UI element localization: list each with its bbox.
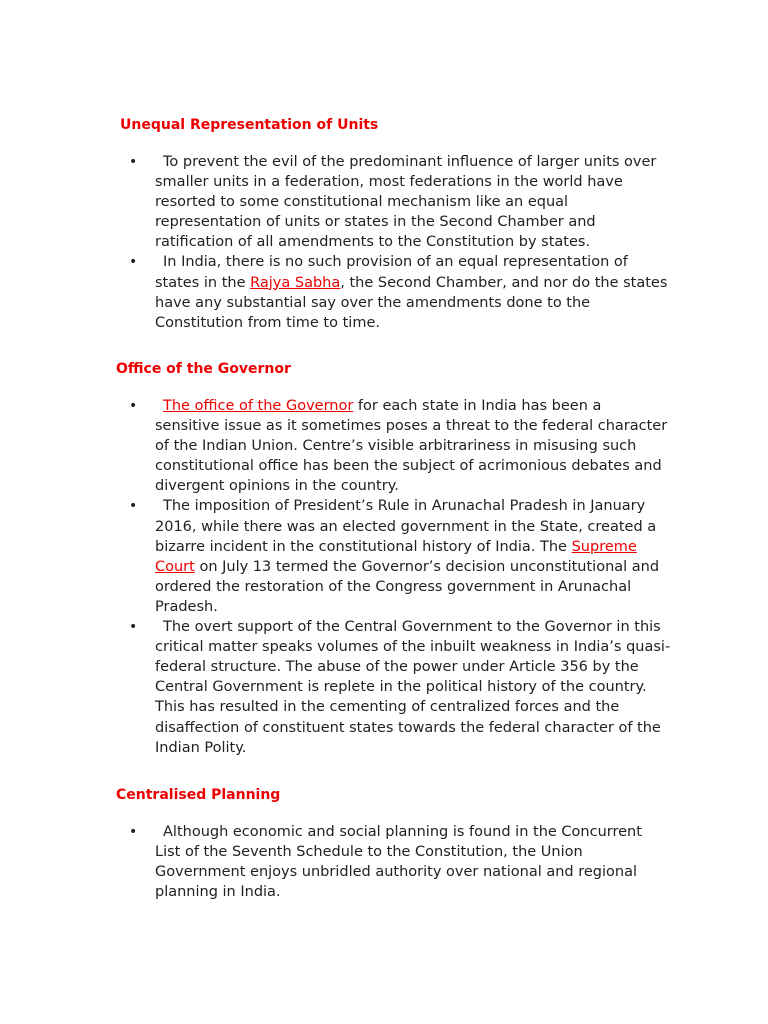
text-segment: , the Second Chamber, and nor do the states (340, 274, 668, 291)
text-line (0, 273, 667, 293)
link-rajya-sabha[interactable]: Rajya Sabha (250, 274, 341, 291)
text-line: constitutional office has been the subject of acrimonious debates and (155, 458, 662, 475)
text-segment: for each state in India has been a (353, 398, 602, 414)
text-line: Constitution from time to time. (155, 314, 380, 331)
text-line: have any substantial say over the amendments done to the (155, 294, 591, 311)
heading-unequal-representation: Unequal Representation of Units (120, 117, 379, 133)
list-centralised-planning (0, 822, 642, 902)
text-line: representation of units or states in the Second Chamber and (155, 214, 596, 231)
text-line: Indian Polity. (155, 739, 247, 756)
text-line: The imposition of President’s Rule in Arunachal Pradesh in January (163, 498, 646, 515)
text-line: of the Indian Union. Centre’s visible arbitrariness in misusing such (155, 438, 637, 455)
text-line: planning in India. (155, 884, 281, 901)
link-supreme-court-cont[interactable]: Court (155, 558, 195, 575)
link-office-governor[interactable]: The office of the Governor (163, 398, 354, 414)
text-line: sensitive issue as it sometimes poses a threat to the federal character (155, 418, 668, 435)
text-line: Pradesh. (155, 598, 218, 615)
list-item (0, 617, 670, 758)
bullet-dot-icon: • (129, 154, 138, 170)
text-line: To prevent the evil of the predominant influence of larger units over (163, 154, 657, 170)
list-item (0, 496, 670, 617)
text-line: Government enjoys unbridled authority over national and regional (155, 864, 637, 881)
text-line: The overt support of the Central Government to the Governor in this (163, 619, 661, 636)
text-line: smaller units in a federation, most federations in the world have (155, 174, 623, 191)
link-supreme-court[interactable]: Supreme (571, 538, 637, 555)
text-segment: on July 13 termed the Governor’s decision unconstitutional and (194, 558, 660, 575)
text-line: This has resulted in the cementing of centralized forces and the (155, 699, 620, 716)
bullet-dot-icon: • (129, 498, 138, 515)
list-item (0, 252, 667, 332)
text-line: ratification of all amendments to the Constitution by states. (155, 234, 591, 251)
heading-centralised-planning: Centralised Planning (116, 787, 281, 803)
bullet-dot-icon: • (129, 398, 138, 414)
text-line: Central Government is replete in the political history of the country. (155, 679, 647, 696)
text-line: Although economic and social planning is found in the Concurrent (163, 824, 642, 840)
text-line: resorted to some constitutional mechanism like an equal (155, 194, 569, 211)
text-line: critical matter speaks volumes of the inbuilt weakness in India’s quasi- (155, 639, 671, 656)
text-line (0, 396, 670, 416)
list-unequal-representation (0, 152, 667, 333)
bullet-dot-icon: • (129, 619, 138, 636)
text-line: federal structure. The abuse of the power under Article 356 by the (155, 659, 639, 676)
text-segment: states in the (155, 274, 251, 291)
text-line (0, 557, 670, 577)
text-line (0, 537, 670, 557)
list-office-governor (0, 396, 670, 758)
list-item (0, 822, 642, 902)
bullet-dot-icon: • (129, 254, 138, 271)
text-line: ordered the restoration of the Congress government in Arunachal (155, 578, 632, 595)
text-segment: bizarre incident in the constitutional history of India. The (155, 538, 572, 555)
list-item (0, 152, 667, 252)
list-item (0, 396, 670, 496)
text-line: List of the Seventh Schedule to the Constitution, the Union (155, 844, 583, 861)
text-line: disaffection of constituent states towards the federal character of the (155, 719, 661, 736)
text-line: divergent opinions in the country. (155, 478, 399, 495)
bullet-dot-icon: • (129, 824, 138, 840)
heading-office-governor: Office of the Governor (116, 361, 291, 377)
text-line: In India, there is no such provision of an equal representation of (163, 254, 628, 271)
text-line: 2016, while there was an elected government in the State, created a (155, 518, 657, 535)
